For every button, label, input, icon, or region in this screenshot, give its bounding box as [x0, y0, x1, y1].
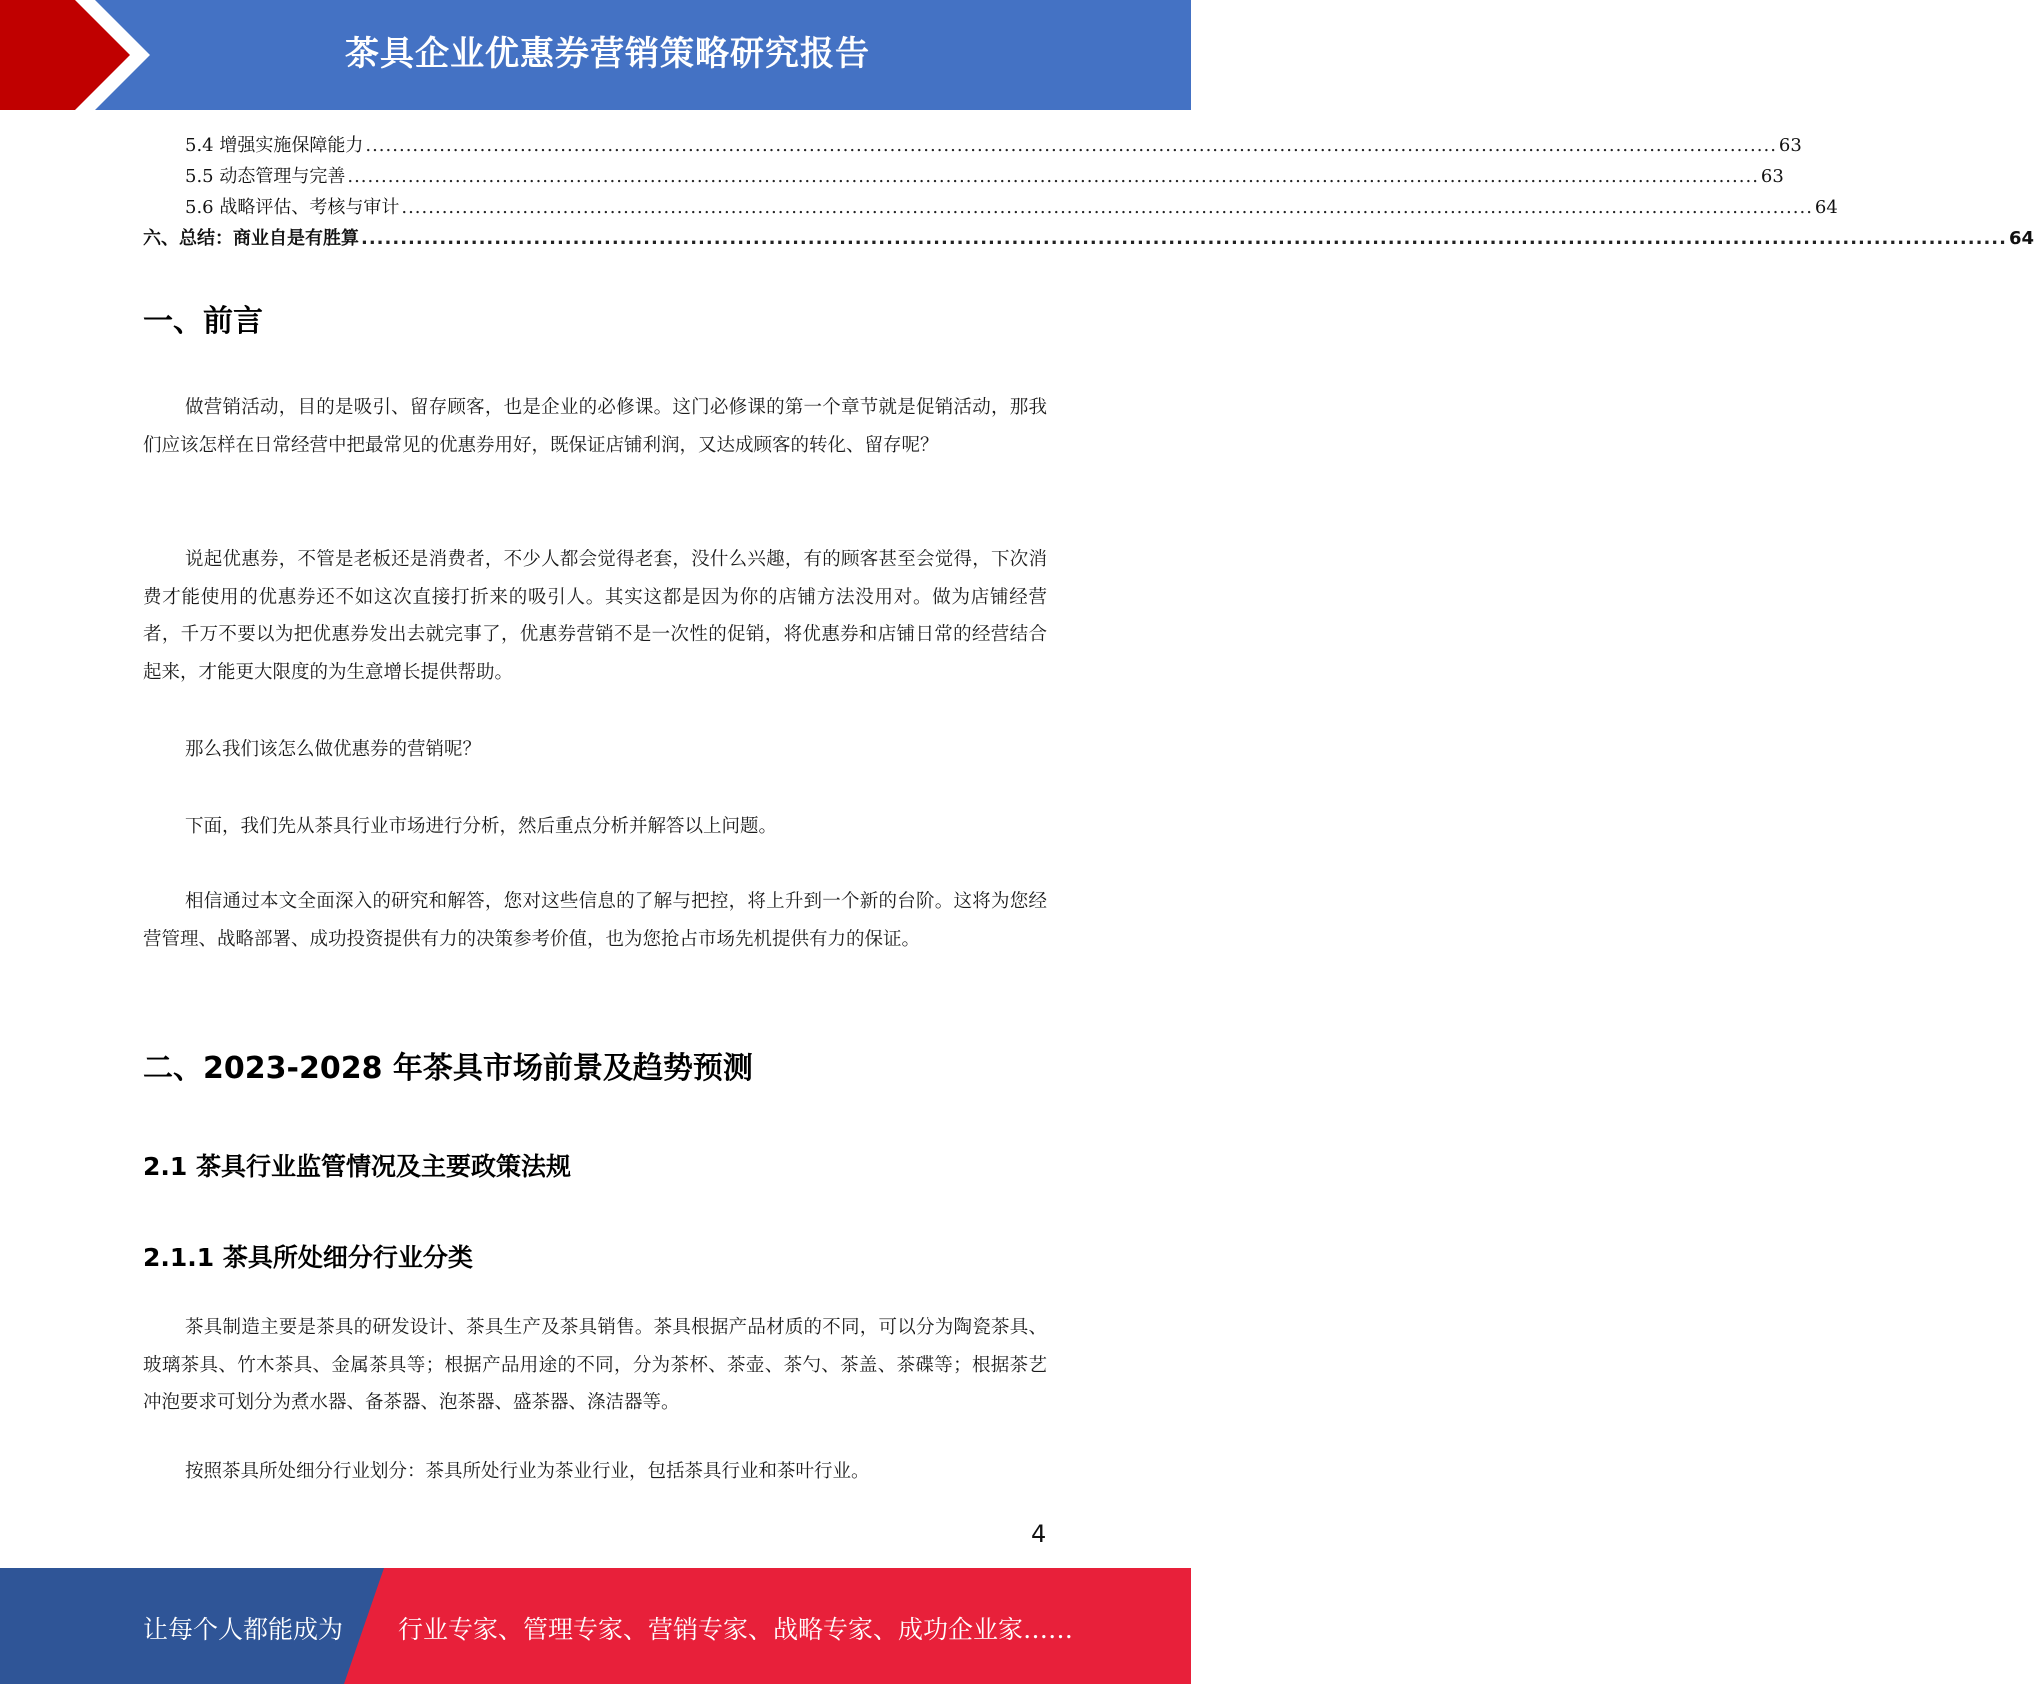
- footer-slogan-left: 让每个人都能成为: [143, 1615, 344, 1644]
- paragraph: 茶具制造主要是茶具的研发设计、茶具生产及茶具销售。茶具根据产品材质的不同，可以分为陶瓷茶具、玻璃茶具、竹木茶具、金属茶具等；根据产品用途的不同，分为茶杯、茶壶、茶勺、茶盖、茶碟等；根据茶艺冲泡要求可划分为煮水器、备茶器、泡茶器、盛茶器、涤洁器等。: [143, 1317, 1047, 1413]
- toc-entry-title: 六、总结：商业自是有胜算: [143, 228, 359, 249]
- toc-entry-page: 63: [1778, 135, 1802, 156]
- footer-slogan-right: 行业专家、管理专家、营销专家、战略专家、成功企业家……: [398, 1615, 1074, 1644]
- toc-entry-title: 5.6 战略评估、考核与审计: [185, 197, 400, 218]
- report-title: 茶具企业优惠券营销策略研究报告: [345, 34, 870, 74]
- toc-entry[interactable]: [143, 192, 1838, 223]
- toc-leader-dots: ..................................................................................................................................................................................................................: [401, 197, 1813, 218]
- toc-leader-dots: ..................................................................................................................................................................................................................: [347, 166, 1759, 187]
- paragraph: 说起优惠券，不管是老板还是消费者，不少人都会觉得老套，没什么兴趣，有的顾客甚至会觉得，下次消费才能使用的优惠券还不如这次直接打折来的吸引人。其实这都是因为你的店铺方法没用对。做为店铺经营者，千万不要以为把优惠券发出去就完事了，优惠券营销不是一次性的促销，将优惠券和店铺日常的经营结合起来，才能更大限度的为生意增长提供帮助。: [143, 549, 1047, 683]
- header-band: [0, 0, 1191, 110]
- toc-entry-page: 64: [2008, 228, 2034, 249]
- subsection-heading: 2.1 茶具行业监管情况及主要政策法规: [143, 1152, 571, 1181]
- paragraph: 那么我们该怎么做优惠券的营销呢？: [185, 739, 482, 760]
- toc-entry[interactable]: [143, 161, 1784, 192]
- toc-entry-page: 63: [1760, 166, 1784, 187]
- toc-entry[interactable]: [143, 130, 1802, 161]
- section-heading-preface: 一、前言: [143, 304, 263, 339]
- toc-entry[interactable]: [143, 223, 2034, 254]
- footer-band: [0, 1568, 1191, 1684]
- toc-entry-page: 64: [1814, 197, 1838, 218]
- page-number: 4: [1031, 1520, 1047, 1548]
- section-heading-market-forecast: 二、2023-2028 年茶具市场前景及趋势预测: [143, 1051, 753, 1086]
- subsubsection-heading: 2.1.1 茶具所处细分行业分类: [143, 1243, 473, 1272]
- toc-leader-dots: ..................................................................................................................................................................................................................: [361, 228, 2007, 249]
- toc-entry-title: 5.5 动态管理与完善: [185, 166, 346, 187]
- toc-entry-title: 5.4 增强实施保障能力: [185, 135, 364, 156]
- table-of-contents: [143, 130, 2034, 254]
- paragraph: 按照茶具所处细分行业划分：茶具所处行业为茶业行业，包括茶具行业和茶叶行业。: [185, 1461, 870, 1482]
- paragraph: 下面，我们先从茶具行业市场进行分析，然后重点分析并解答以上问题。: [185, 816, 778, 837]
- toc-leader-dots: ..................................................................................................................................................................................................................: [365, 135, 1777, 156]
- paragraph: 相信通过本文全面深入的研究和解答，您对这些信息的了解与把控，将上升到一个新的台阶。这将为您经营管理、战略部署、成功投资提供有力的决策参考价值，也为您抢占市场先机提供有力的保证。: [143, 891, 1047, 950]
- paragraph: 做营销活动，目的是吸引、留存顾客，也是企业的必修课。这门必修课的第一个章节就是促销活动，那我们应该怎样在日常经营中把最常见的优惠券用好，既保证店铺利润，又达成顾客的转化、留存呢？: [143, 397, 1047, 456]
